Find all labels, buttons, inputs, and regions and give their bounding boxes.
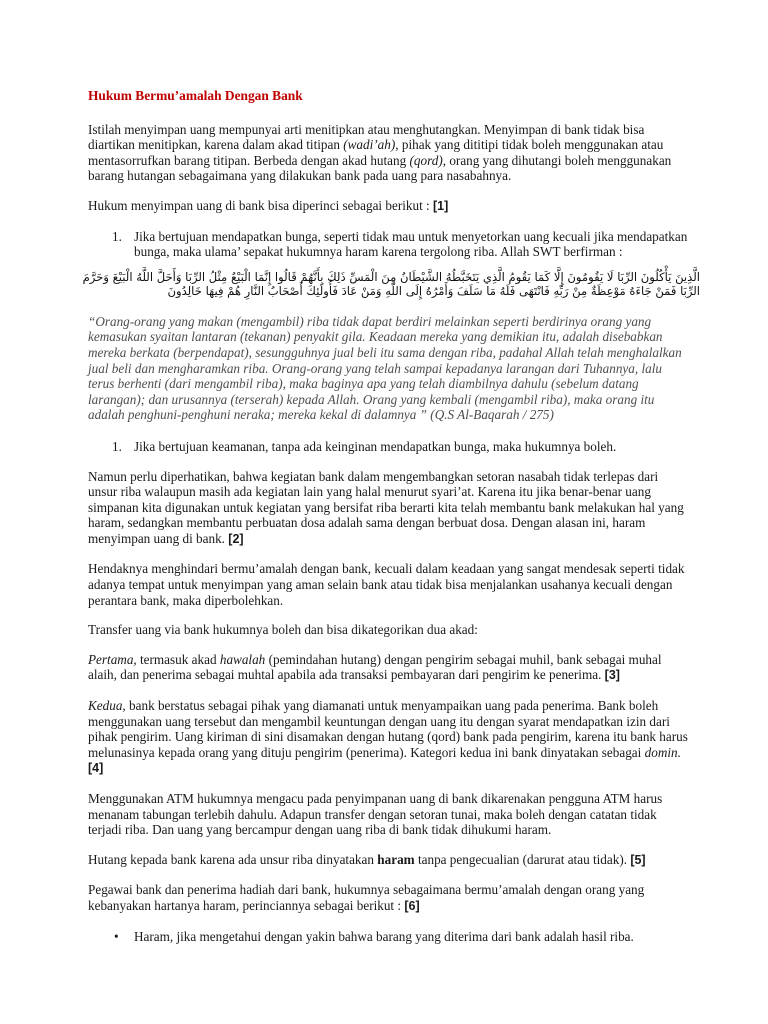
paragraph-first-akad [88, 652, 688, 684]
term-domin: domin. [644, 744, 681, 760]
paragraph-text: bank berstatus sebagai pihak yang diamanati untuk menyampaikan uang pada penerima. Bank boleh menggunakan uang tersebut dan mengambil keuntungan dengan uang itu dengan syarat mendapatkan izin dari pihak pengirim. Uang kiriman di sini disamakan dengan hutang (qord) bank pada pengirim, karena itu bank harus melunasinya kepada orang yang dituju pengirim (penerima). Kategori kedua ini bank dinyatakan sebagai [88, 698, 688, 760]
list-item-interest [88, 229, 688, 260]
bullet-item-haram [88, 929, 688, 945]
list-item-security [88, 439, 688, 455]
paragraph-atm: Menggunakan ATM hukumnya mengacu pada penyimpanan uang di bank dikarenakan pengguna ATM harus menanam tabungan terlebih dahulu. Adapun transfer dengan setoran tunai, maka boleh dengan catatan tidak terjadi riba. Dan uang yang bercampur dengan uang riba di bank tidak dihukumi haram. [88, 791, 663, 838]
footnote-ref-1[interactable]: [1] [433, 198, 449, 213]
term-hawalah: hawalah [219, 651, 266, 667]
document-body [82, 88, 700, 944]
paragraph-text: tanpa pengecualian (darurat atau tidak). [414, 851, 631, 867]
arabic-verse: الَّذِينَ يَأْكُلُونَ الرِّبَا لَا يَقُومُونَ إِلَّا كَمَا يَقُومُ الَّذِي يَتَخَبَّطُهُ الشَّيْطَانُ مِنَ الْمَسِّ ذَلِكَ بِأَنَّهُمْ قَالُوا إِنَّمَا الْبَيْعُ مِثْلُ الرِّبَا وَأَحَلَّ اللَّهُ الْبَيْعَ وَحَرَّمَ الرِّبَا فَمَنْ جَاءَهُ مَوْعِظَةٌ مِنْ رَبِّهِ فَانْتَهَى فَلَهُ مَا سَلَفَ وَأَمْرُهُ إِلَى اللَّهِ وَمَنْ عَادَ فَأُولَئِكَ أَصْحَابُ النَّارِ هُمْ فِيهَا خَالِدُونَ [82, 269, 700, 298]
footnote-ref-5[interactable]: [5] [630, 852, 646, 867]
footnote-ref-2[interactable]: [2] [228, 531, 244, 546]
footnote-ref-4[interactable]: [4] [88, 761, 104, 776]
paragraph-bank-employee [88, 882, 688, 914]
paragraph-text: Hukum menyimpan uang di bank bisa diperinci sebagai berikut : [88, 197, 433, 213]
bullet-icon: • [114, 928, 119, 944]
paragraph-transfer: Transfer uang via bank hukumnya boleh dan bisa dikategorikan dua akad: [88, 622, 478, 638]
paragraph-text: Namun perlu diperhatikan, bahwa kegiatan bank dalam mengembangkan setoran nasabah tidak terlepas dari unsur riba walaupun masih ada kegiatan lain yang halal menurut syari’at. Karena itu jika benar-benar uang simpanan kita digunakan untuk kegiatan yang bersifat riba berarti kita telah membantu bank melakukan hal yang haram, sedangkan membantu perbuatan dosa adalah sama dengan berbuat dosa. Dengan alasan ini, haram menyimpan uang di bank. [88, 468, 684, 546]
footnote-ref-6[interactable]: [6] [404, 898, 420, 913]
paragraph-second-akad [88, 698, 688, 777]
list-number: 1. [112, 228, 122, 244]
term-wadiah: (wadi’ah) [343, 137, 396, 153]
paragraph-intro [88, 122, 688, 184]
list-item-text: Jika bertujuan keamanan, tanpa ada keinginan mendapatkan bunga, maka hukumnya boleh. [134, 438, 617, 454]
paragraph-rules-intro [88, 198, 688, 215]
paragraph-text: Istilah menyimpan uang mempunyai arti menitipkan atau menghutangkan. Menyimpan di bank tidak bisa diartikan menitipkan, karena dalam akad titipan [88, 121, 645, 153]
paragraph-bank-debt [88, 852, 688, 869]
paragraph-avoid-bank: Hendaknya menghindari bermu’amalah dengan bank, kecuali dalam keadaan yang sangat mendesak seperti tidak adanya tempat untuk menyimpan yang aman selain bank atau tidak bisa menjalankan usahanya kecuali dengan perantara bank, maka diperbolehkan. [88, 561, 685, 608]
document-title: Hukum Bermu’amalah Dengan Bank [88, 88, 303, 103]
bullet-item-text: Haram, jika mengetahui dengan yakin bahwa barang yang diterima dari bank adalah hasil riba. [134, 928, 634, 944]
paragraph-text: termasuk akad [136, 651, 220, 667]
list-number: 1. [112, 438, 122, 454]
verse-translation: “Orang-orang yang makan (mengambil) riba tidak dapat berdiri melainkan seperti berdirinya orang yang kemasukan syaitan lantaran (tekanan) penyakit gila. Keadaan mereka yang demikian itu, adalah disebabkan mereka berkata (berpendapat), sesungguhnya jual beli itu sama dengan riba, padahal Allah telah menghalalkan jual beli dan mengharamkan riba. Orang-orang yang telah sampai kepadanya larangan dari Tuhannya, lalu terus berhenti (dari mengambil riba), maka baginya apa yang telah diambilnya dahulu (sebelum datang larangan); dan urusannya (terserah) kepada Allah. Orang yang kembali (mengambil riba), maka orang itu adalah penghuni-penghuni neraka; mereka kekal di dalamnya ” (Q.S Al-Baqarah / 275) [88, 313, 682, 423]
term-kedua: Kedua, [88, 698, 126, 714]
list-item-text: Jika bertujuan mendapatkan bunga, seperti tidak mau untuk menyetorkan uang kecuali jika mendapatkan bunga, maka ulama’ sepakat hukumnya haram karena tergolong riba. Allah SWT berfirman : [134, 228, 688, 260]
term-pertama: Pertama, [88, 651, 137, 667]
paragraph-text: , orang yang dihutangi boleh menggunakan barang hutangan sebagaimana yang dilakukan bank pada uang para nasabahnya. [88, 152, 672, 184]
paragraph-text: , pihak yang dititipi tidak boleh menggunakan atau mentasorrufkan barang titipan. Berbeda dengan akad hutang [88, 137, 664, 168]
paragraph-text: Pegawai bank dan penerima hadiah dari bank, hukumnya sebagaimana bermu’amalah dengan orang yang kebanyakan hartanya haram, perinciannya sebagai berikut : [88, 882, 645, 913]
paragraph-riba-activity [88, 469, 688, 548]
term-qord: (qord) [409, 152, 443, 168]
term-haram: haram [377, 851, 415, 867]
paragraph-text: (pemindahan hutang) dengan pengirim sebagai muhil, bank sebagai muhal alaih, dan penerima sebagai muhtal apabila ada transaksi pembayaran dari pengirim ke penerima. [88, 651, 662, 683]
footnote-ref-3[interactable]: [3] [604, 668, 620, 683]
paragraph-text: Hutang kepada bank karena ada unsur riba dinyatakan [88, 851, 378, 867]
